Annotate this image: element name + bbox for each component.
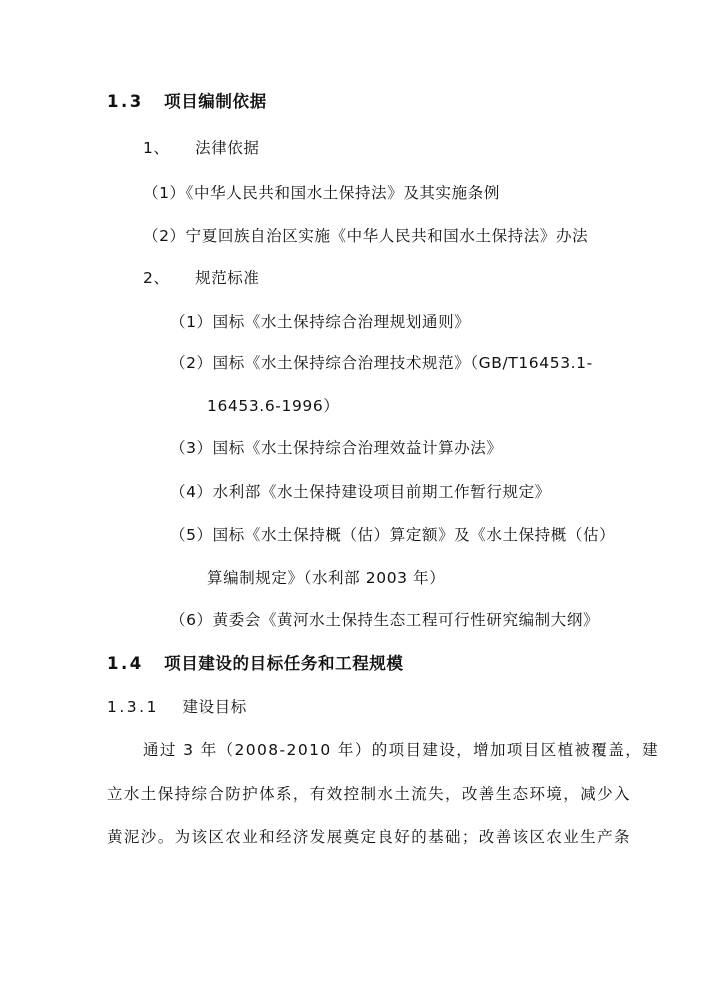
legal-basis-item-1: （1）《中华人民共和国水土保持法》及其实施条例	[143, 184, 500, 202]
section-title: 项目编制依据	[164, 92, 267, 111]
standards-number: 2、	[143, 269, 170, 287]
section-title: 项目建设的目标任务和工程规模	[164, 654, 404, 673]
standards-item-5-continued: 算编制规定》（水利部 2003 年）	[207, 569, 446, 587]
paragraph-line-2: 立水土保持综合防护体系，有效控制水土流失，改善生态环境，减少入	[107, 785, 631, 803]
standards-item-2-continued: 16453.6-1996）	[207, 397, 340, 415]
standards-item-6: （6）黄委会《黄河水土保持生态工程可行性研究编制大纲》	[170, 611, 600, 629]
standards-item-1: （1）国标《水土保持综合治理规划通则》	[170, 313, 471, 331]
standards-item-2: （2）国标《水土保持综合治理技术规范》（GB/T16453.1-	[170, 354, 593, 372]
legal-basis-item-2: （2）宁夏回族自治区实施《中华人民共和国水土保持法》办法	[143, 227, 589, 245]
legal-basis-title: 法律依据	[195, 139, 260, 157]
section-heading-1-4	[107, 654, 404, 674]
section-number: 1.4	[107, 654, 144, 673]
standards-item-4: （4）水利部《水土保持建设项目前期工作暂行规定》	[170, 483, 551, 501]
standards-item-3: （3）国标《水土保持综合治理效益计算办法》	[170, 439, 503, 457]
legal-basis-number: 1、	[143, 139, 170, 157]
standards-title: 规范标准	[195, 269, 260, 287]
paragraph-line-3: 黄泥沙。为该区农业和经济发展奠定良好的基础；改善该区农业生产条	[107, 828, 631, 846]
paragraph-line-1: 通过 3 年（2008-2010 年）的项目建设，增加项目区植被覆盖，建	[143, 741, 660, 759]
section-heading-1-3	[107, 92, 267, 112]
subsection-number: 1.3.1	[107, 698, 159, 716]
standards-item-5: （5）国标《水土保持概（估）算定额》及《水土保持概（估）	[170, 526, 616, 544]
standards-heading	[143, 268, 260, 288]
subsection-heading-1-3-1	[107, 697, 247, 717]
subsection-title: 建设目标	[182, 698, 247, 716]
legal-basis-heading	[143, 138, 260, 158]
section-number: 1.3	[107, 92, 144, 111]
